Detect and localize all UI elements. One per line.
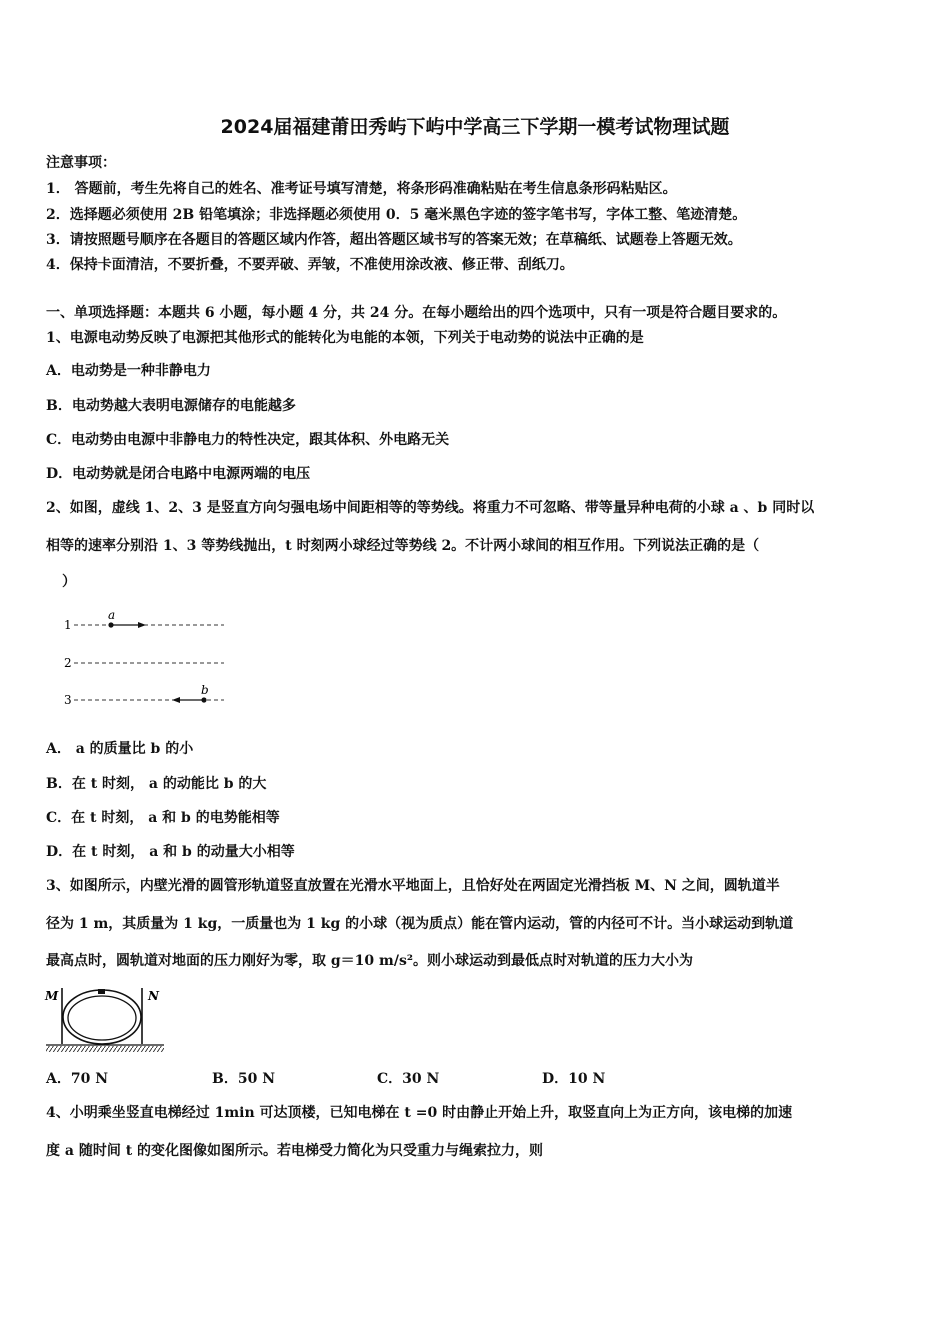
q1-option-b: B．电动势越大表明电源储存的电能越多 <box>46 398 296 414</box>
q3-option-d: D．10 N <box>542 1071 606 1087</box>
q1-option-d: D．电动势就是闭合电路中电源两端的电压 <box>46 466 311 482</box>
ground-hatch <box>46 1046 164 1052</box>
notice-item-2: 2．选择题必须使用 2B 铅笔填涂；非选择题必须使用 0．5 毫米黑色字迹的签字笔书写，字体工整、笔迹清楚。 <box>46 207 747 223</box>
plate-n-label: N <box>148 989 159 1003</box>
q2-option-c: C．在 t 时刻， a 和 b 的电势能相等 <box>46 810 280 826</box>
q4-stem-line1: 4、小明乘坐竖直电梯经过 1min 可达顶楼，已知电梯在 t =0 时由静止开始上升，取竖直向上为正方向，该电梯的加速 <box>46 1105 793 1121</box>
q3-stem-line2: 径为 1 m，其质量为 1 kg，一质量也为 1 kg 的小球（视为质点）能在管内运动，管的内径可不计。当小球运动到轨道 <box>46 916 794 932</box>
notice-item-4: 4．保持卡面清洁，不要折叠，不要弄破、弄皱，不准使用涂改液、修正带、刮纸刀。 <box>46 257 574 273</box>
ball-a-label: a <box>108 608 116 622</box>
q3-option-b: B．50 N <box>212 1071 275 1087</box>
q3-option-a: A．70 N <box>46 1071 109 1087</box>
q3-option-c: C．30 N <box>377 1071 440 1087</box>
q3-stem-line1: 3、如图所示，内壁光滑的圆管形轨道竖直放置在光滑水平地面上，且恰好处在两固定光滑挡板 M、N 之间，圆轨道半 <box>46 878 780 894</box>
q2-option-b: B．在 t 时刻， a 的动能比 b 的大 <box>46 776 267 792</box>
ball-a <box>108 622 113 627</box>
exam-title: 2024届福建莆田秀屿下屿中学高三下学期一模考试物理试题 <box>220 116 730 138</box>
section-heading: 一、单项选择题：本题共 6 小题，每小题 4 分，共 24 分。在每小题给出的四个选项中，只有一项是符合题目要求的。 <box>46 305 787 321</box>
notice-heading: 注意事项： <box>46 155 116 171</box>
q3-figure <box>44 982 166 1054</box>
q3-stem-line3: 最高点时，圆轨道对地面的压力刚好为零，取 g＝10 m/s²。则小球运动到最低点时对轨道的压力大小为 <box>46 953 693 969</box>
q2-figure <box>58 606 238 712</box>
track-inner <box>68 996 136 1040</box>
arrow-b-head <box>172 697 180 703</box>
q1-option-a: A．电动势是一种非静电力 <box>46 363 211 379</box>
arrow-a-head <box>138 622 146 628</box>
q2-option-d: D．在 t 时刻， a 和 b 的动量大小相等 <box>46 844 295 860</box>
q1-option-c: C．电动势由电源中非静电力的特性决定，跟其体积、外电路无关 <box>46 432 450 448</box>
track-outer <box>63 990 141 1044</box>
ball-b-label: b <box>201 683 209 697</box>
line-2-label: 2 <box>64 656 72 670</box>
line-3-label: 3 <box>64 693 72 707</box>
plate-m-label: M <box>45 989 59 1003</box>
q2-stem-line1: 2、如图，虚线 1、2、3 是竖直方向匀强电场中间距相等的等势线。将重力不可忽略、带等量异种电荷的小球 a 、b 同时以 <box>46 500 815 516</box>
q2-option-a: A． a 的质量比 b 的小 <box>46 741 194 757</box>
q2-stem-line3: ） <box>62 574 76 590</box>
q2-stem-line2: 相等的速率分别沿 1、3 等势线抛出，t 时刻两小球经过等势线 2。不计两小球间的相互作用。下列说法正确的是（ <box>46 538 760 554</box>
notice-item-3: 3．请按照题号顺序在各题目的答题区域内作答，超出答题区域书写的答案无效；在草稿纸、试题卷上答题无效。 <box>46 232 742 248</box>
line-1-label: 1 <box>64 618 72 632</box>
notice-item-1: 1． 答题前，考生先将自己的姓名、准考证号填写清楚，将条形码准确粘贴在考生信息条形码粘贴区。 <box>46 181 677 197</box>
q4-stem-line2: 度 a 随时间 t 的变化图像如图所示。若电梯受力简化为只受重力与绳索拉力，则 <box>46 1143 544 1159</box>
ball-b <box>201 697 206 702</box>
q1-stem: 1、电源电动势反映了电源把其他形式的能转化为电能的本领，下列关于电动势的说法中正确的是 <box>46 330 644 346</box>
small-ball <box>98 989 105 994</box>
